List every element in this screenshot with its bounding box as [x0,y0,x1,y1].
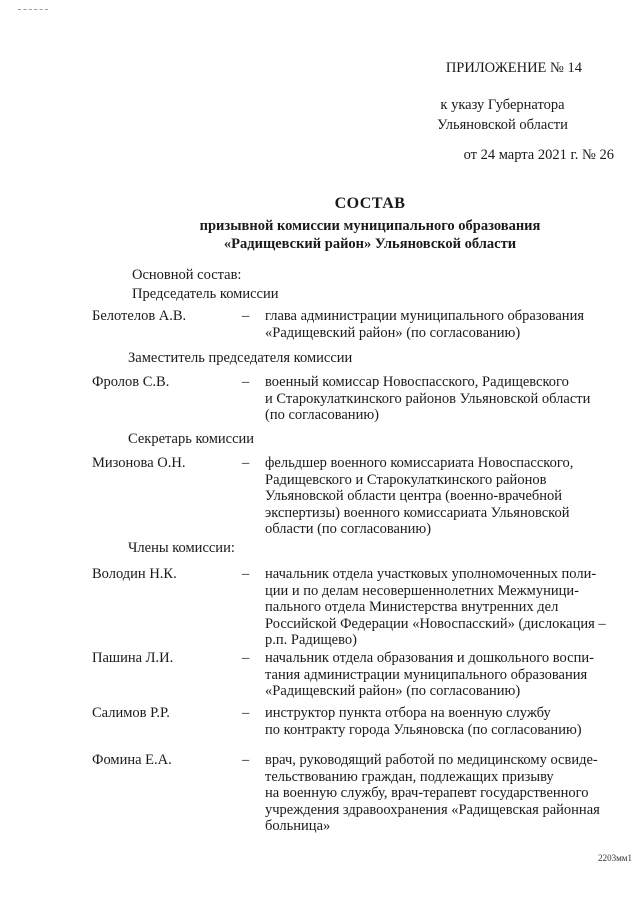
role-line: тания администрации муниципального образования [265,666,588,683]
section-secretary: Секретарь комиссии [128,431,255,447]
member-role [265,455,615,538]
subtitle-line-2: «Радищевский район» Ульяновской области [223,236,517,252]
role-line: фельдшер военного комиссариата Новоспасского, [265,455,574,471]
decree-line-2: Ульяновской области [437,117,568,133]
role-line: инструктор пункта отбора на военную службу [265,705,551,721]
role-line: больница» [265,818,331,834]
member-role [265,374,615,424]
role-line: Ульяновской области центра (военно-врачебной [265,488,563,504]
scan-edge-mark [18,9,48,10]
role-line: начальник отдела образования и дошкольного воспи- [265,650,594,666]
role-line: ции и по делам несовершеннолетних Межмуници- [265,582,579,599]
appendix-number: ПРИЛОЖЕНИЕ № 14 [445,60,582,76]
role-line: (по согласованию) [265,407,379,423]
member-role [265,650,615,700]
member-role [265,752,615,835]
section-main: Основной состав: [132,267,242,283]
role-line: области (по согласованию) [265,521,432,537]
role-line: военный комиссар Новоспасского, Радищевского [265,374,569,390]
role-line: «Радищевский район» (по согласованию) [265,683,521,699]
dash-separator: – [242,566,250,582]
member-name: Володин Н.К. [92,566,177,582]
role-line: глава администрации муниципального образования [265,308,584,324]
member-role [265,566,615,649]
role-line: тельствованию граждан, подлежащих призыву [265,768,554,785]
role-line: врач, руководящий работой по медицинскому освиде- [265,752,598,768]
decree-reference [415,95,590,135]
dash-separator: – [242,705,250,721]
role-line: учреждения здравоохранения «Радищевская районная [265,801,600,818]
dash-separator: – [242,374,250,390]
member-role [265,308,615,341]
member-name: Фролов С.В. [92,374,170,390]
role-line: экспертизы) военного комиссариата Ульяновской [265,504,570,521]
document-title: СОСТАВ [334,195,406,212]
member-role [265,705,615,738]
member-name: Пашина Л.И. [92,650,174,666]
role-line: Радищевского и Старокулаткинского районов [265,471,547,488]
document-subtitle [0,217,640,253]
document-code: 2203мм1 [598,853,632,863]
section-deputy: Заместитель председателя комиссии [128,350,353,366]
member-name: Салимов Р.Р. [92,705,170,721]
member-name: Белотелов А.В. [92,308,187,324]
member-name: Фомина Е.А. [92,752,172,768]
subtitle-line-1: призывной комиссии муниципального образования [199,218,541,234]
role-line: «Радищевский район» (по согласованию) [265,324,521,341]
section-members: Члены комиссии: [128,540,235,556]
member-name: Мизонова О.Н. [92,455,186,471]
dash-separator: – [242,752,250,768]
role-line: пального отдела Министерства внутренних дел [265,599,559,615]
role-line: начальник отдела участковых уполномоченных поли- [265,566,597,582]
role-line: р.п. Радищево) [265,632,357,648]
decree-date: от 24 марта 2021 г. № 26 [463,147,614,163]
dash-separator: – [242,308,250,324]
role-line: Российской Федерации «Новоспасский» (дислокация – [265,615,606,632]
decree-line-1: к указу Губернатора [440,97,565,113]
role-line: по контракту города Ульяновска (по согласованию) [265,721,582,738]
dash-separator: – [242,650,250,666]
role-line: на военную службу, врач-терапевт государственного [265,785,589,801]
dash-separator: – [242,455,250,471]
role-line: и Старокулаткинского районов Ульяновской области [265,390,591,407]
section-chair: Председатель комиссии [132,286,279,302]
